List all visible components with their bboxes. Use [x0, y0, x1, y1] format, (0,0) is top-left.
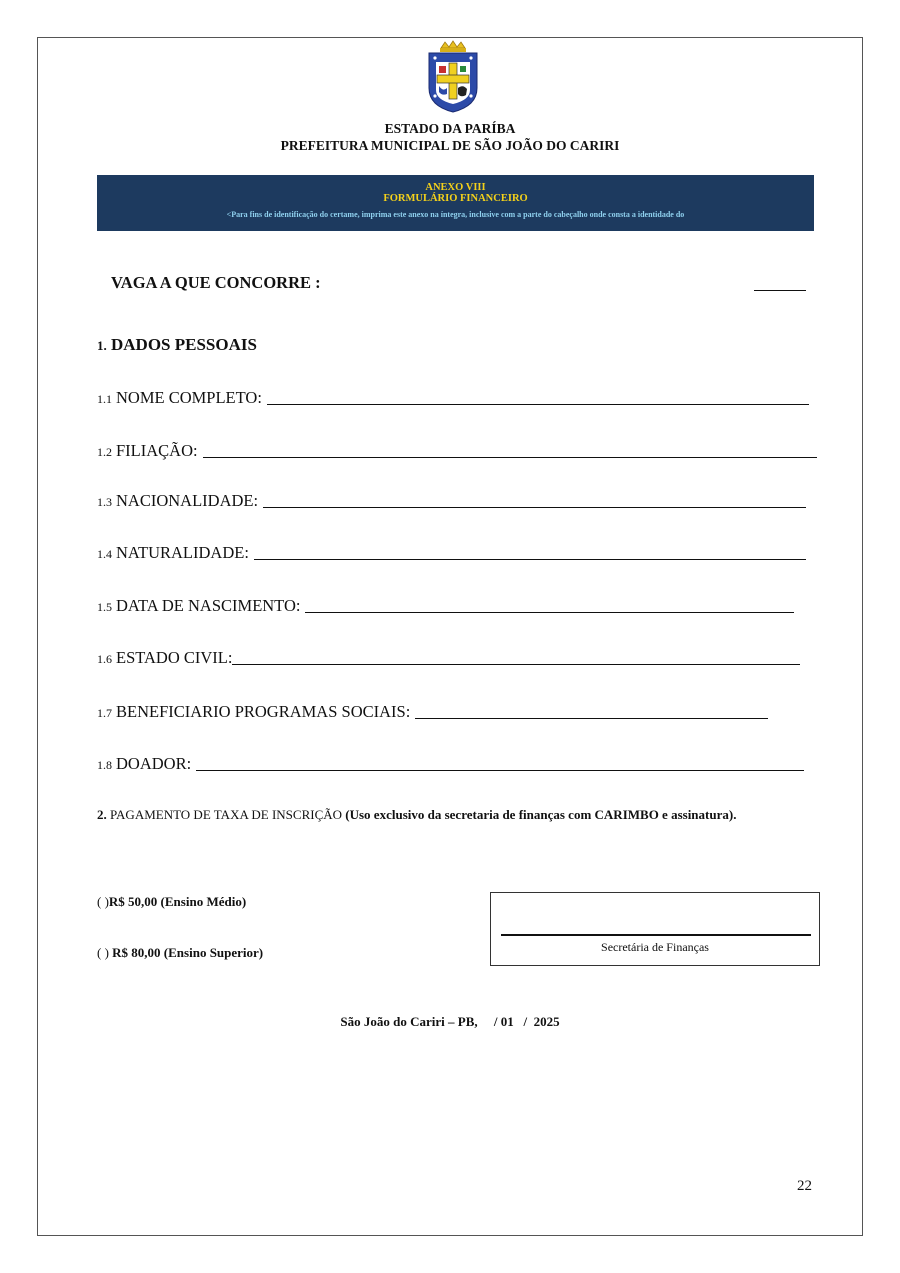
- option-checkbox[interactable]: ( ): [97, 894, 109, 909]
- field-number: 1.2: [97, 445, 112, 459]
- field-number: 1.8: [97, 758, 112, 772]
- section-1-number: 1.: [97, 338, 107, 353]
- form-title: FORMULÁRIO FINANCEIRO: [383, 193, 528, 204]
- option-ensino-superior[interactable]: [97, 945, 263, 961]
- field-number: 1.3: [97, 495, 112, 509]
- option-checkbox[interactable]: ( ): [97, 945, 109, 960]
- field-label: NATURALIDADE:: [116, 543, 249, 562]
- field-label: DATA DE NASCIMENTO:: [116, 596, 301, 615]
- field-number: 1.7: [97, 706, 112, 720]
- signature-line: [501, 934, 811, 936]
- data-nascimento-blank[interactable]: [305, 611, 794, 613]
- page-number: 22: [797, 1178, 812, 1194]
- field-estado-civil: [97, 648, 800, 668]
- vaga-blank-line[interactable]: [754, 290, 806, 291]
- filiacao-blank[interactable]: [203, 456, 817, 458]
- option-label: R$ 50,00 (Ensino Médio): [108, 894, 247, 909]
- field-label: NACIONALIDADE:: [116, 491, 259, 510]
- banner-note: <Para fins de identificação do certame, imprima este anexo na íntegra, inclusive com a parte do cabeçalho onde consta a identidade do: [226, 210, 685, 219]
- section-2-number: 2.: [97, 807, 107, 822]
- annex-title: ANEXO VIII: [425, 182, 486, 193]
- nacionalidade-blank[interactable]: [263, 506, 806, 508]
- doador-blank[interactable]: [196, 769, 804, 771]
- section-1-heading: [97, 335, 257, 355]
- field-label: ESTADO CIVIL:: [116, 648, 233, 667]
- field-number: 1.6: [97, 652, 112, 666]
- section-1-title: DADOS PESSOAIS: [111, 335, 257, 354]
- municipality-heading: PREFEITURA MUNICIPAL DE SÃO JOÃO DO CARIRI: [280, 138, 620, 153]
- field-label: BENEFICIARIO PROGRAMAS SOCIAIS:: [116, 702, 411, 721]
- field-number: 1.4: [97, 547, 112, 561]
- estado-civil-blank[interactable]: [232, 663, 800, 665]
- field-nome-completo: [97, 388, 809, 408]
- field-nacionalidade: [97, 491, 806, 511]
- nome-completo-blank[interactable]: [267, 403, 809, 405]
- field-label: FILIAÇÃO:: [116, 441, 198, 460]
- option-label: R$ 80,00 (Ensino Superior): [112, 945, 264, 960]
- section-2-note: (Uso exclusivo da secretaria de finanças com CARIMBO e assinatura).: [345, 807, 737, 822]
- state-heading: ESTADO DA PARÍBA: [384, 121, 516, 136]
- field-doador: [97, 754, 804, 774]
- option-ensino-medio[interactable]: [97, 894, 246, 910]
- municipal-coat-of-arms-icon: [425, 40, 481, 114]
- beneficiario-blank[interactable]: [415, 717, 768, 719]
- annex-banner: [97, 175, 814, 231]
- vaga-label: VAGA A QUE CONCORRE :: [111, 273, 321, 292]
- field-naturalidade: [97, 543, 806, 563]
- finance-stamp-box[interactable]: [490, 892, 820, 966]
- section-2-heading: [97, 806, 797, 824]
- field-data-nascimento: [97, 596, 794, 616]
- naturalidade-blank[interactable]: [254, 558, 806, 560]
- place-and-date: São João do Cariri – PB, / 01 / 2025: [340, 1014, 560, 1029]
- field-filiacao: [97, 441, 817, 461]
- stamp-caption: Secretária de Finanças: [601, 940, 709, 954]
- field-number: 1.1: [97, 392, 112, 406]
- section-2-title: PAGAMENTO DE TAXA DE INSCRIÇÃO: [110, 807, 343, 822]
- field-label: DOADOR:: [116, 754, 192, 773]
- field-label: NOME COMPLETO:: [116, 388, 262, 407]
- field-number: 1.5: [97, 600, 112, 614]
- field-beneficiario: [97, 702, 768, 722]
